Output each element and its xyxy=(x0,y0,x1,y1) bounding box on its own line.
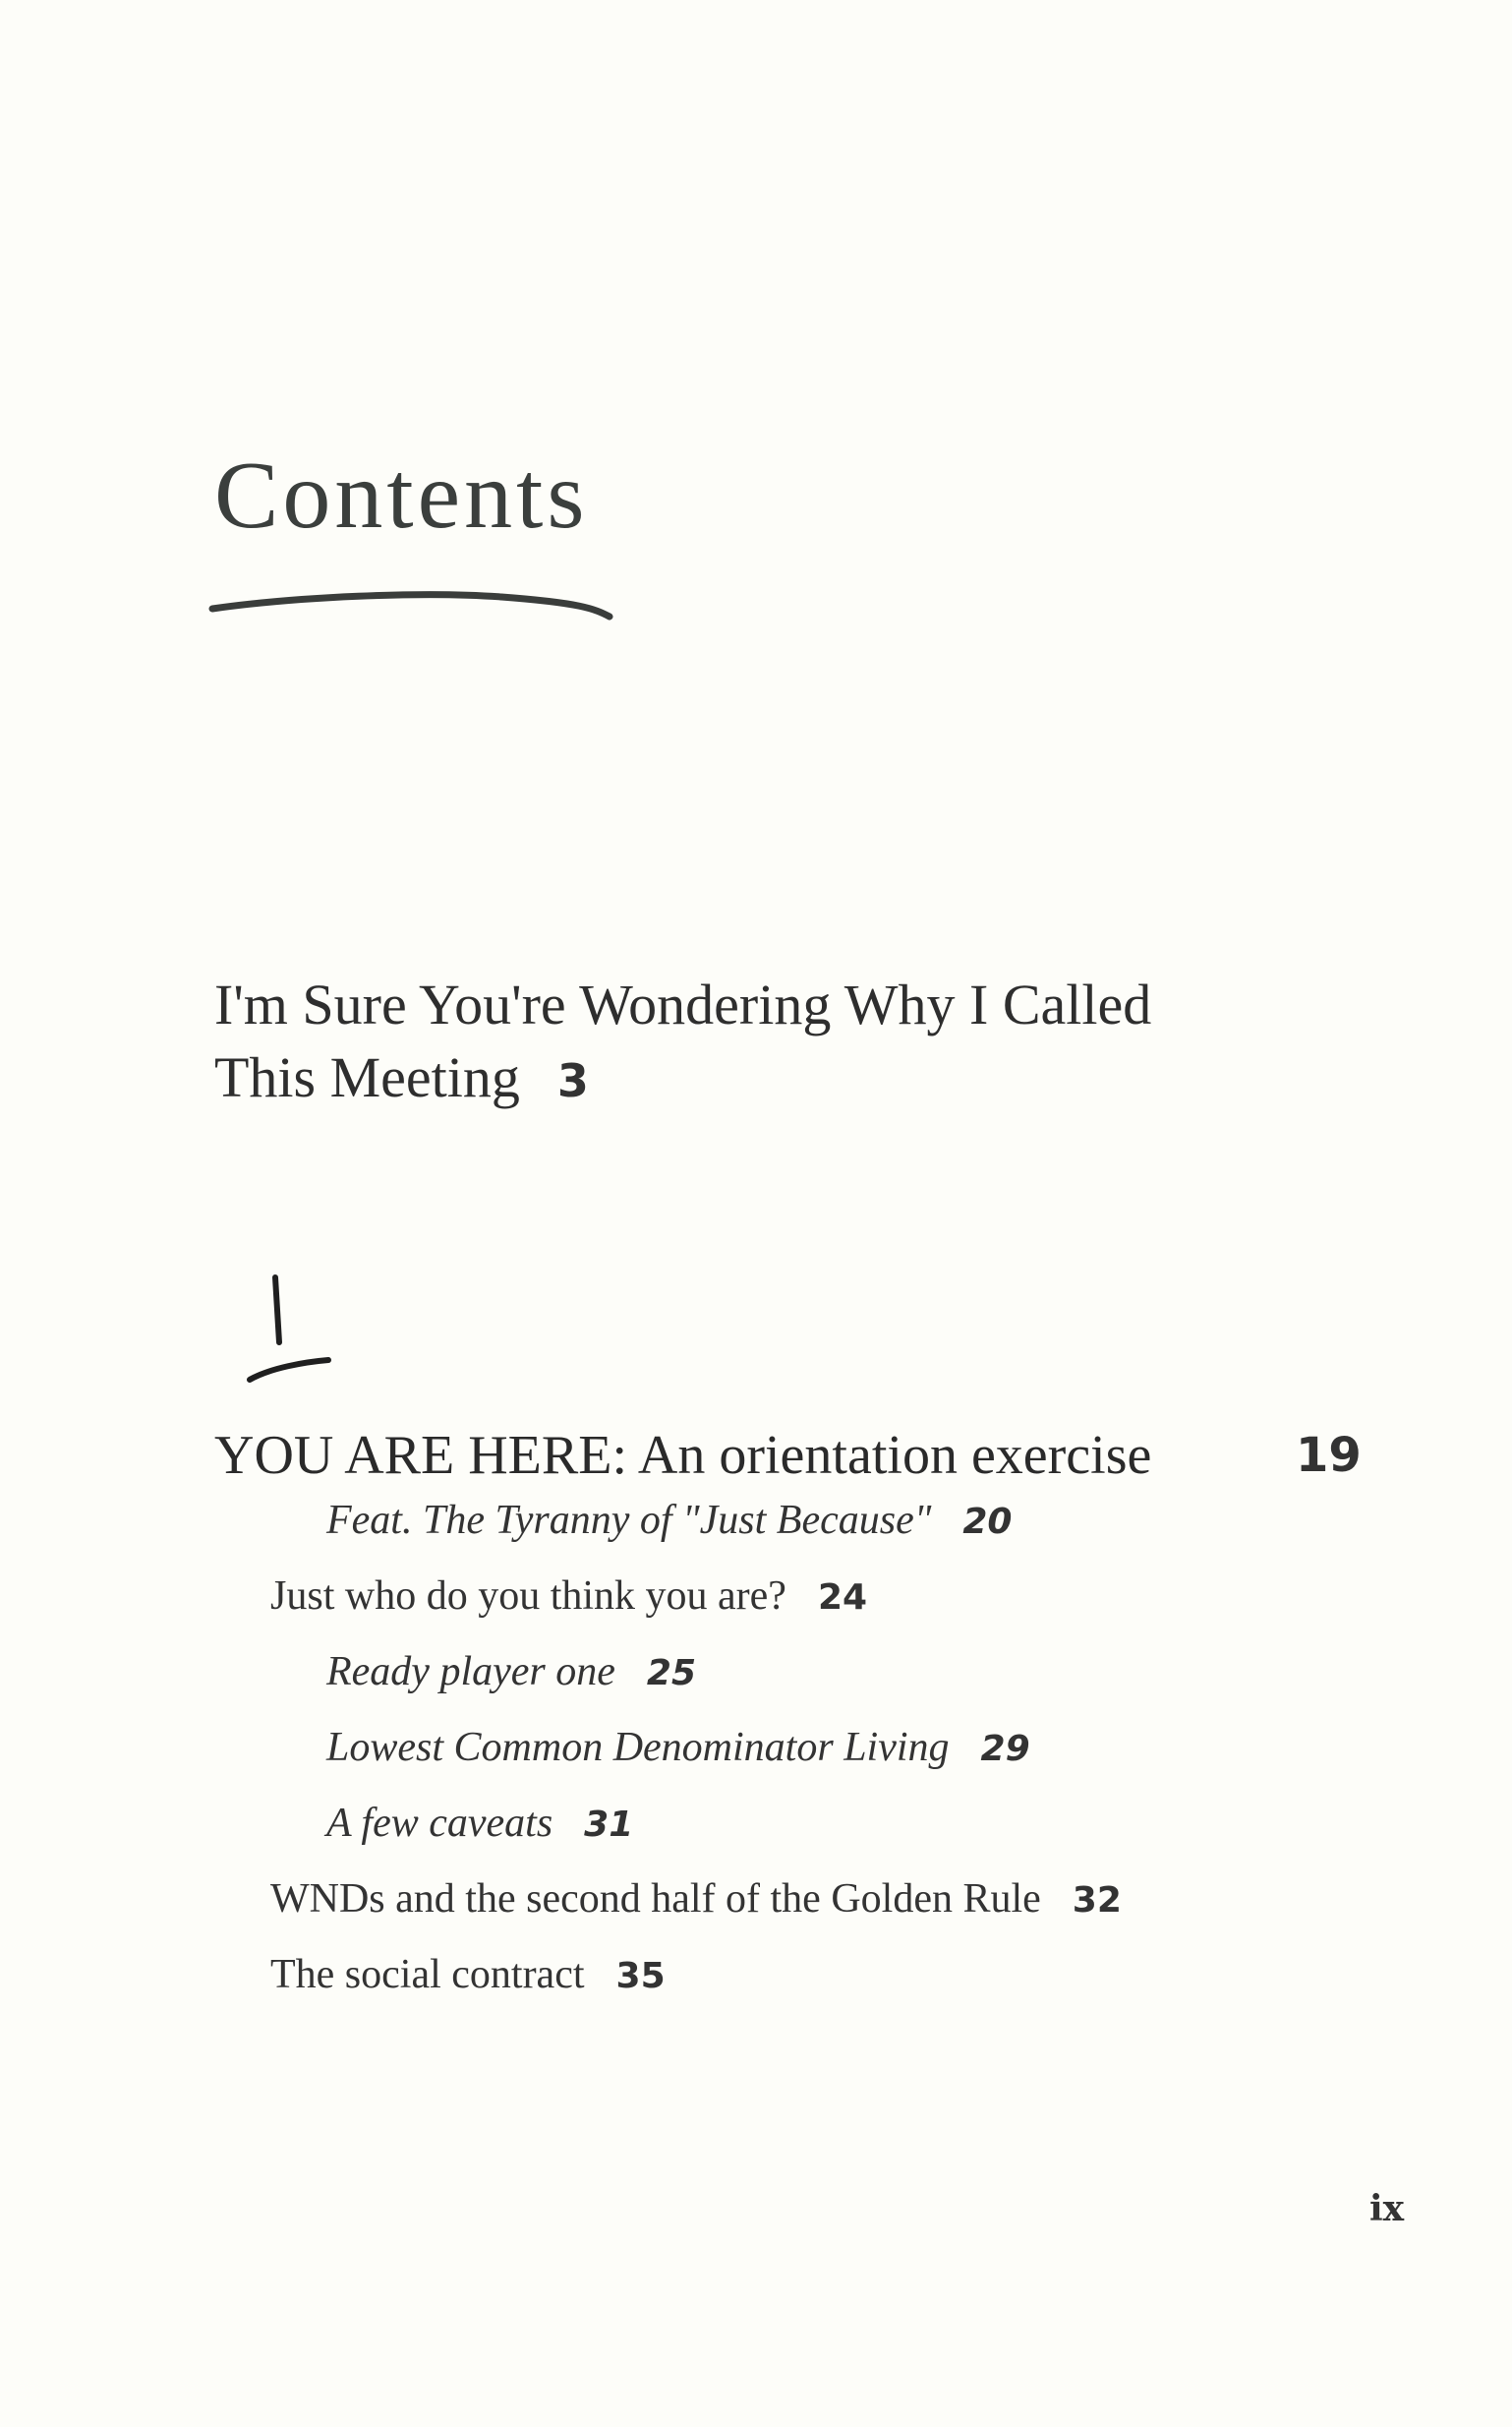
toc-entry-page: 31 xyxy=(584,1805,634,1845)
toc-entry[interactable] xyxy=(326,1646,696,1699)
page-folio: ix xyxy=(1369,2188,1405,2229)
toc-entry[interactable] xyxy=(326,1722,1030,1775)
toc-entry[interactable] xyxy=(326,1495,1012,1548)
toc-entry-page: 20 xyxy=(962,1502,1013,1542)
toc-entry-text: Feat. The Tyranny of "Just Because" xyxy=(326,1498,932,1543)
toc-entry-page: 24 xyxy=(817,1577,868,1618)
toc-entry-text: Lowest Common Denominator Living xyxy=(326,1725,950,1770)
title-underline xyxy=(206,575,619,634)
toc-entry-text: A few caveats xyxy=(326,1801,553,1846)
toc-entry[interactable] xyxy=(270,1949,666,2002)
toc-entry-page: 29 xyxy=(980,1729,1030,1769)
toc-entry-text: The social contract xyxy=(270,1952,585,1997)
intro-title-line2: This Meeting xyxy=(214,1045,520,1109)
intro-title-line1: I'm Sure You're Wondering Why I Called xyxy=(214,973,1152,1036)
toc-entry-page: 25 xyxy=(646,1653,696,1693)
toc-entry-page: 35 xyxy=(615,1956,666,1996)
intro-page-number: 3 xyxy=(556,1054,589,1107)
chapter-page-number: 19 xyxy=(1296,1428,1362,1483)
chapter-number-mark xyxy=(236,1273,344,1391)
toc-entry-page: 32 xyxy=(1072,1880,1122,1921)
toc-entry-text: Ready player one xyxy=(326,1649,615,1694)
toc-entry-text: WNDs and the second half of the Golden Rule xyxy=(270,1876,1041,1922)
toc-entry[interactable] xyxy=(270,1570,867,1624)
toc-entry-text: Just who do you think you are? xyxy=(270,1573,786,1619)
toc-entry[interactable] xyxy=(326,1798,633,1851)
page-title: Contents xyxy=(214,443,589,549)
toc-entry[interactable] xyxy=(270,1873,1122,1926)
intro-entry[interactable] xyxy=(214,969,1296,1117)
chapter-title[interactable]: YOU ARE HERE: An orientation exercise xyxy=(214,1425,1152,1486)
